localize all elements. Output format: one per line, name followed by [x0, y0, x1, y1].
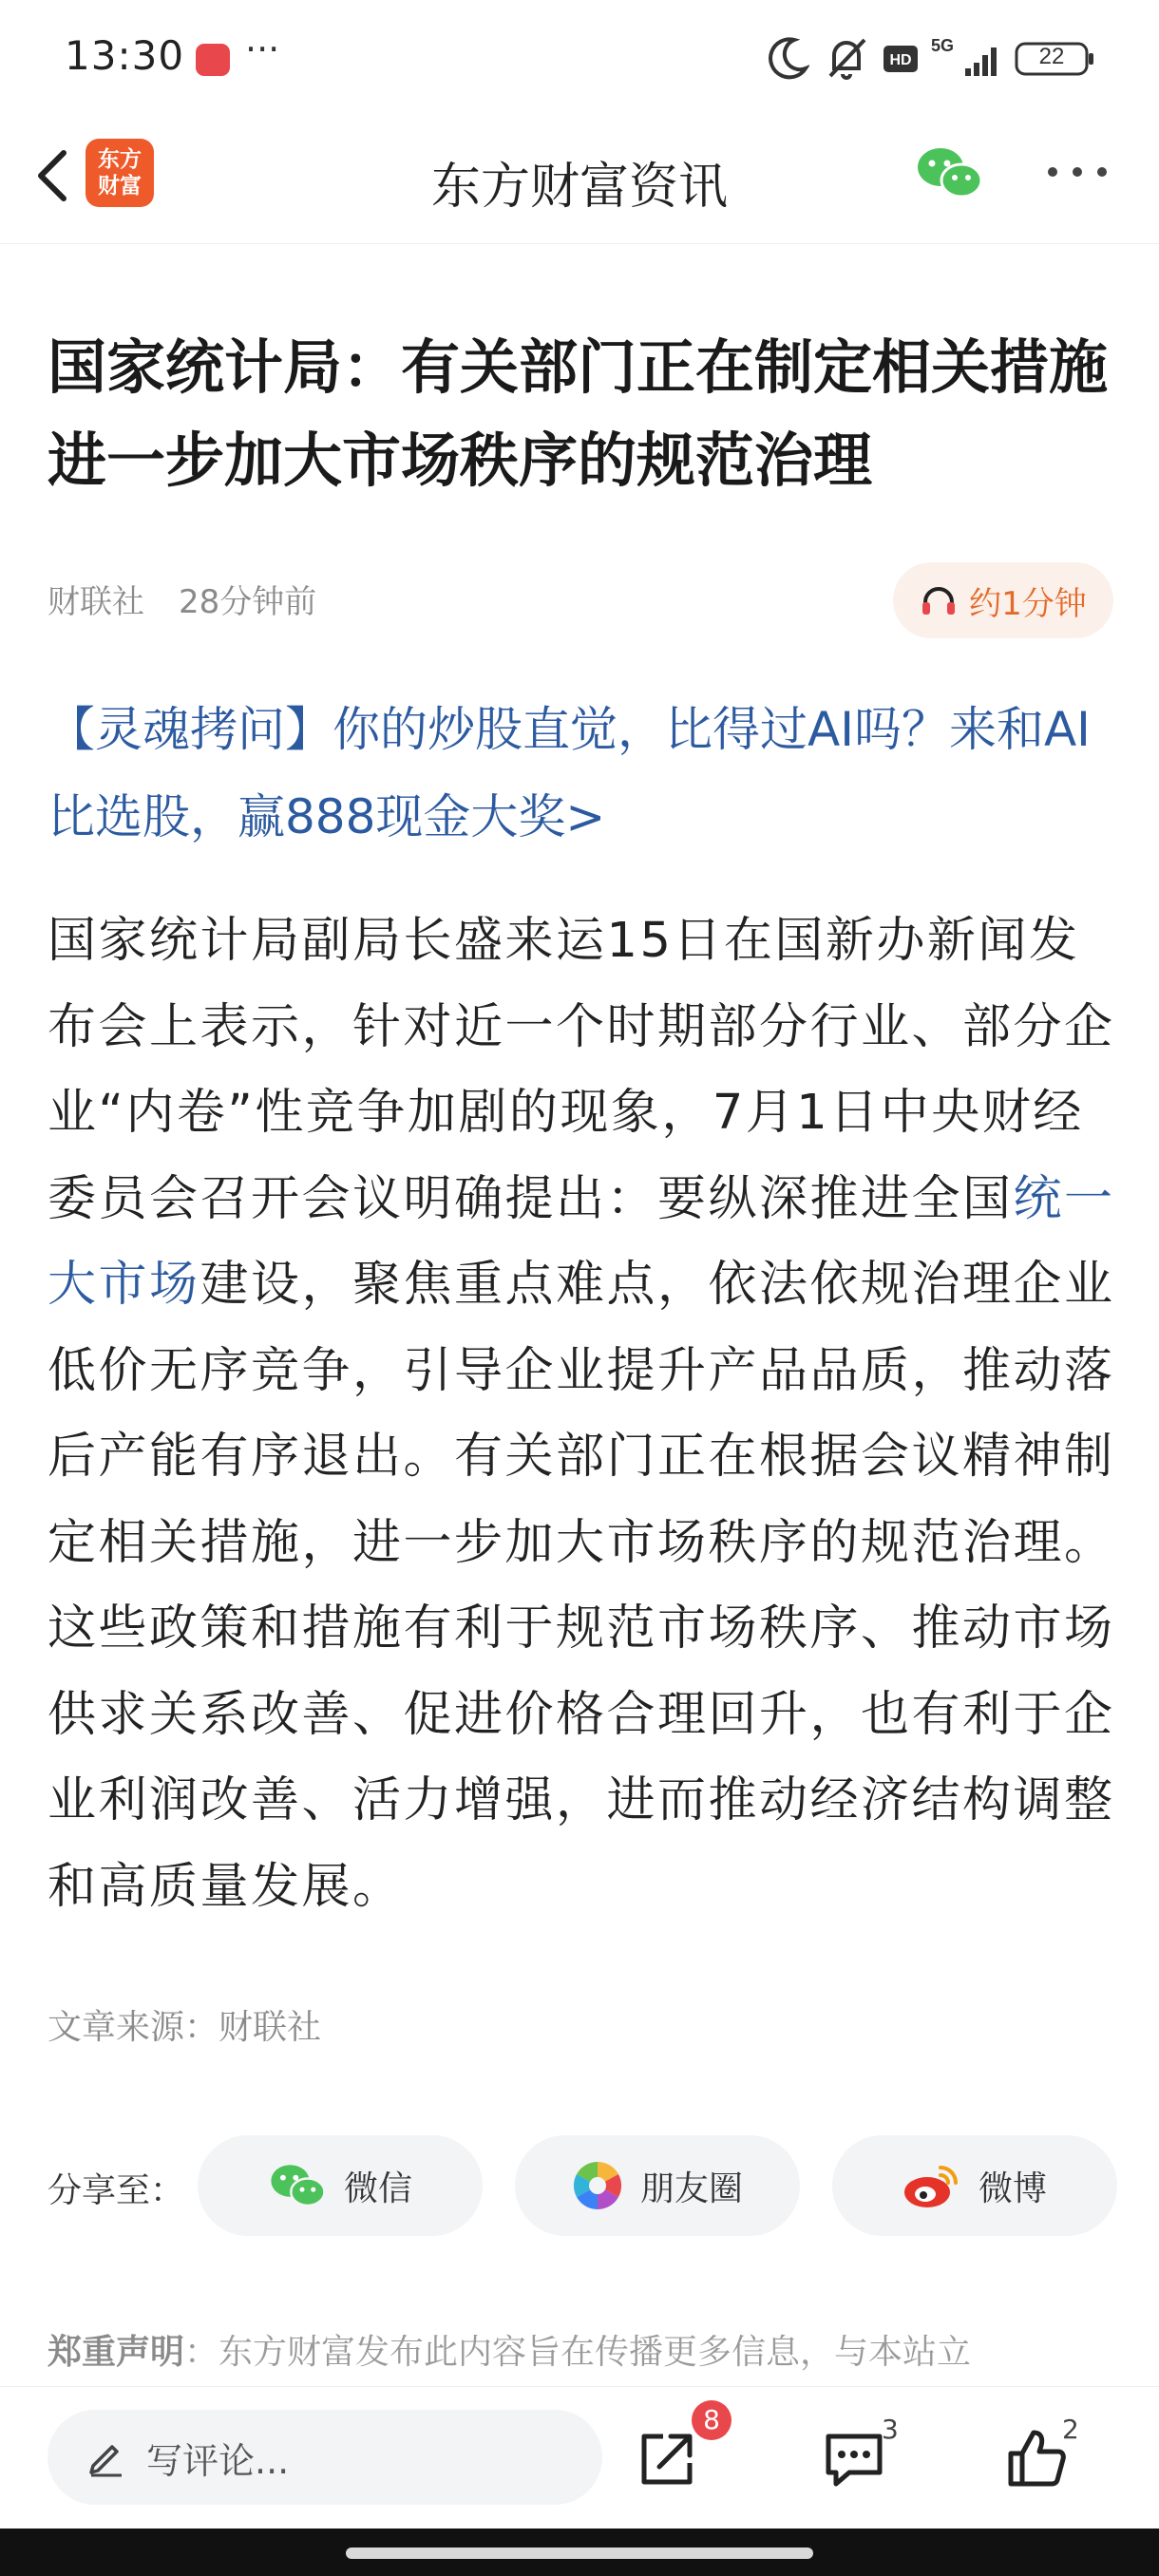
weibo-icon — [902, 2162, 961, 2209]
notification-app-icon — [196, 44, 230, 76]
listen-duration: 约1分钟 — [969, 584, 1087, 623]
svg-text:5G: 5G — [931, 36, 955, 55]
brand-logo-line1: 东方 — [98, 147, 142, 172]
wechat-icon — [268, 2161, 327, 2210]
status-more-notifications: ··· — [245, 28, 280, 70]
body-link-unified-market[interactable]: 统一大市场 — [48, 1170, 1115, 1313]
article-source-name[interactable]: 财联社 — [48, 583, 144, 621]
wechat-share-icon[interactable] — [914, 144, 984, 201]
mute-bell-icon — [825, 34, 868, 82]
article-source-line: 文章来源：财联社 — [48, 2008, 322, 2047]
promo-link[interactable]: 【灵魂拷问】你的炒股直觉，比得过AI吗？来和AI比选股，赢888现金大奖> — [48, 702, 1091, 844]
home-indicator[interactable] — [346, 2548, 813, 2559]
share-weibo-button[interactable] — [832, 2135, 1117, 2236]
share-label: 分享至： — [48, 2171, 185, 2210]
do-not-disturb-moon-icon — [766, 34, 809, 82]
comment-count: 3 — [882, 2414, 899, 2445]
signal-5g-icon — [929, 34, 1003, 82]
battery-level: 22 — [1038, 44, 1065, 69]
comment-input[interactable] — [48, 2410, 602, 2505]
share-moments-button[interactable] — [515, 2135, 800, 2236]
comment-placeholder: 写评论... — [146, 2439, 290, 2482]
moments-icon — [572, 2160, 623, 2211]
status-time: 13:30 — [65, 32, 185, 79]
share-icon[interactable] — [635, 2425, 701, 2491]
article-meta — [48, 576, 316, 622]
bottom-action-bar — [0, 2386, 1159, 2529]
brand-logo-line2: 财富 — [98, 174, 142, 199]
share-moments-label: 朋友圈 — [639, 2169, 743, 2208]
hd-voice-icon — [882, 34, 920, 82]
article-body — [48, 899, 1121, 1930]
like-thumbs-up-icon[interactable] — [1003, 2425, 1070, 2491]
more-options-icon[interactable] — [1043, 158, 1112, 186]
disclaimer — [48, 2325, 1121, 2374]
comment-icon[interactable] — [821, 2425, 887, 2491]
share-row — [48, 2135, 1121, 2236]
nav-title: 东方财富资讯 — [430, 159, 728, 216]
like-count: 2 — [1062, 2414, 1079, 2445]
body-text-part2: 建设，聚焦重点难点，依法依规治理企业低价无序竞争，引导企业提升产品品质，推动落后产能有序退出。有关部门正在根据会议精神制定相关措施，进一步加大市场秩序的规范治理。这些政策和措施有利于规范市场秩序、推动市场供求关系改善、促进价格合理回升，也有利于企业利润改善、活力增强，进而推动经济结构调整和高质量发展。 — [48, 1257, 1115, 1915]
listen-audio-button[interactable] — [893, 562, 1113, 638]
svg-text:HD: HD — [889, 52, 912, 68]
pencil-icon — [86, 2437, 125, 2477]
nav-bar — [0, 114, 1159, 244]
share-count-badge: 8 — [692, 2400, 732, 2440]
share-wechat-button[interactable] — [198, 2135, 483, 2236]
article-time: 28分钟前 — [179, 583, 317, 621]
article-title: 国家统计局：有关部门正在制定相关措施 进一步加大市场秩序的规范治理 — [48, 332, 1109, 495]
headphones-icon — [920, 583, 958, 617]
body-text-part1: 国家统计局副局长盛来运15日在国新办新闻发布会上表示，针对近一个时期部分行业、部分企业“内卷”性竞争加剧的现象，7月1日中央财经委员会召开会议明确提出：要纵深推进全国 — [48, 913, 1115, 1227]
status-bar — [0, 0, 1159, 114]
disclaimer-title: 郑重声明 — [48, 2333, 185, 2372]
share-wechat-label: 微信 — [343, 2169, 412, 2208]
share-weibo-label: 微博 — [978, 2169, 1047, 2208]
disclaimer-text: ：东方财富发布此内容旨在传播更多信息，与本站立 — [184, 2333, 972, 2372]
